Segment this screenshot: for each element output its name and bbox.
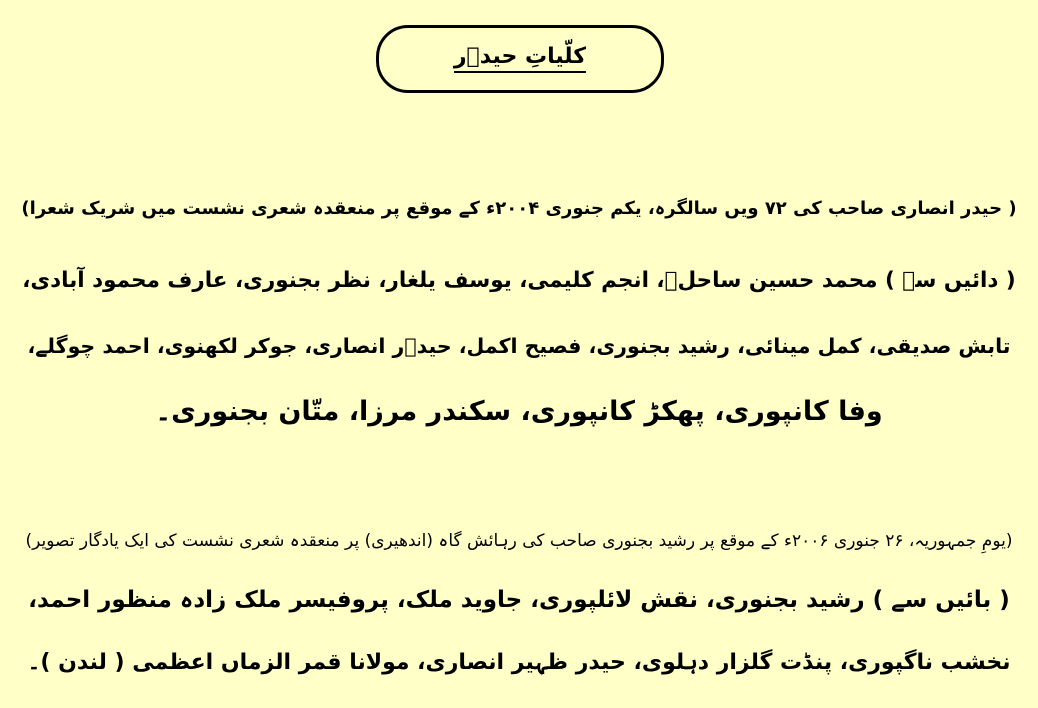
photo1-names-line: ( دائیں سے ) محمد حسین ساحلؔ، انجم کلیمی، یوسف یلغار، نظر بجنوری، عارف محمود آبادی، (22, 268, 1016, 293)
photo2-names-line: ( بائیں سے ) رشید بجنوری، نقش لائلپوری، جاوید ملک، پروفیسر ملک زادہ منظور احمد، (28, 587, 1010, 613)
photo1-caption-line: ( حیدر انصاری صاحب کی ۷۲ ویں سالگرہ، یکم جنوری ۲۰۰۴ء کے موقع پر منعقدہ شعری نشست میں شریک شعرا) (21, 198, 1017, 219)
photo1-names-line: وفا کانپوری، پھکڑ کانپوری، سکندر مرزا، متّان بجنوری۔ (155, 396, 883, 427)
photo2-caption: (یومِ جمہوریہ، ۲۶ جنوری ۲۰۰۶ء کے موقع پر رشید بجنوری صاحب کی رہائش گاہ (اندھیری) پر منعقدہ شعری نشست کی ایک یادگار تصویر) (25, 531, 1013, 551)
title-frame (376, 25, 664, 93)
photo2-names-line: نخشب ناگپوری، پنڈت گلزار دہلوی، حیدر ظہیر انصاری، مولانا قمر الزماں اعظمی ( لندن )۔ (27, 650, 1011, 675)
photo1-names-line: تابش صدیقی، کمل مینائی، رشید بجنوری، فصیح اکمل، حیدؔر انصاری، جوکر لکھنوی، احمد چوگلے، (27, 334, 1011, 358)
book-title: کلّیاتِ حیدؔر (454, 46, 586, 73)
